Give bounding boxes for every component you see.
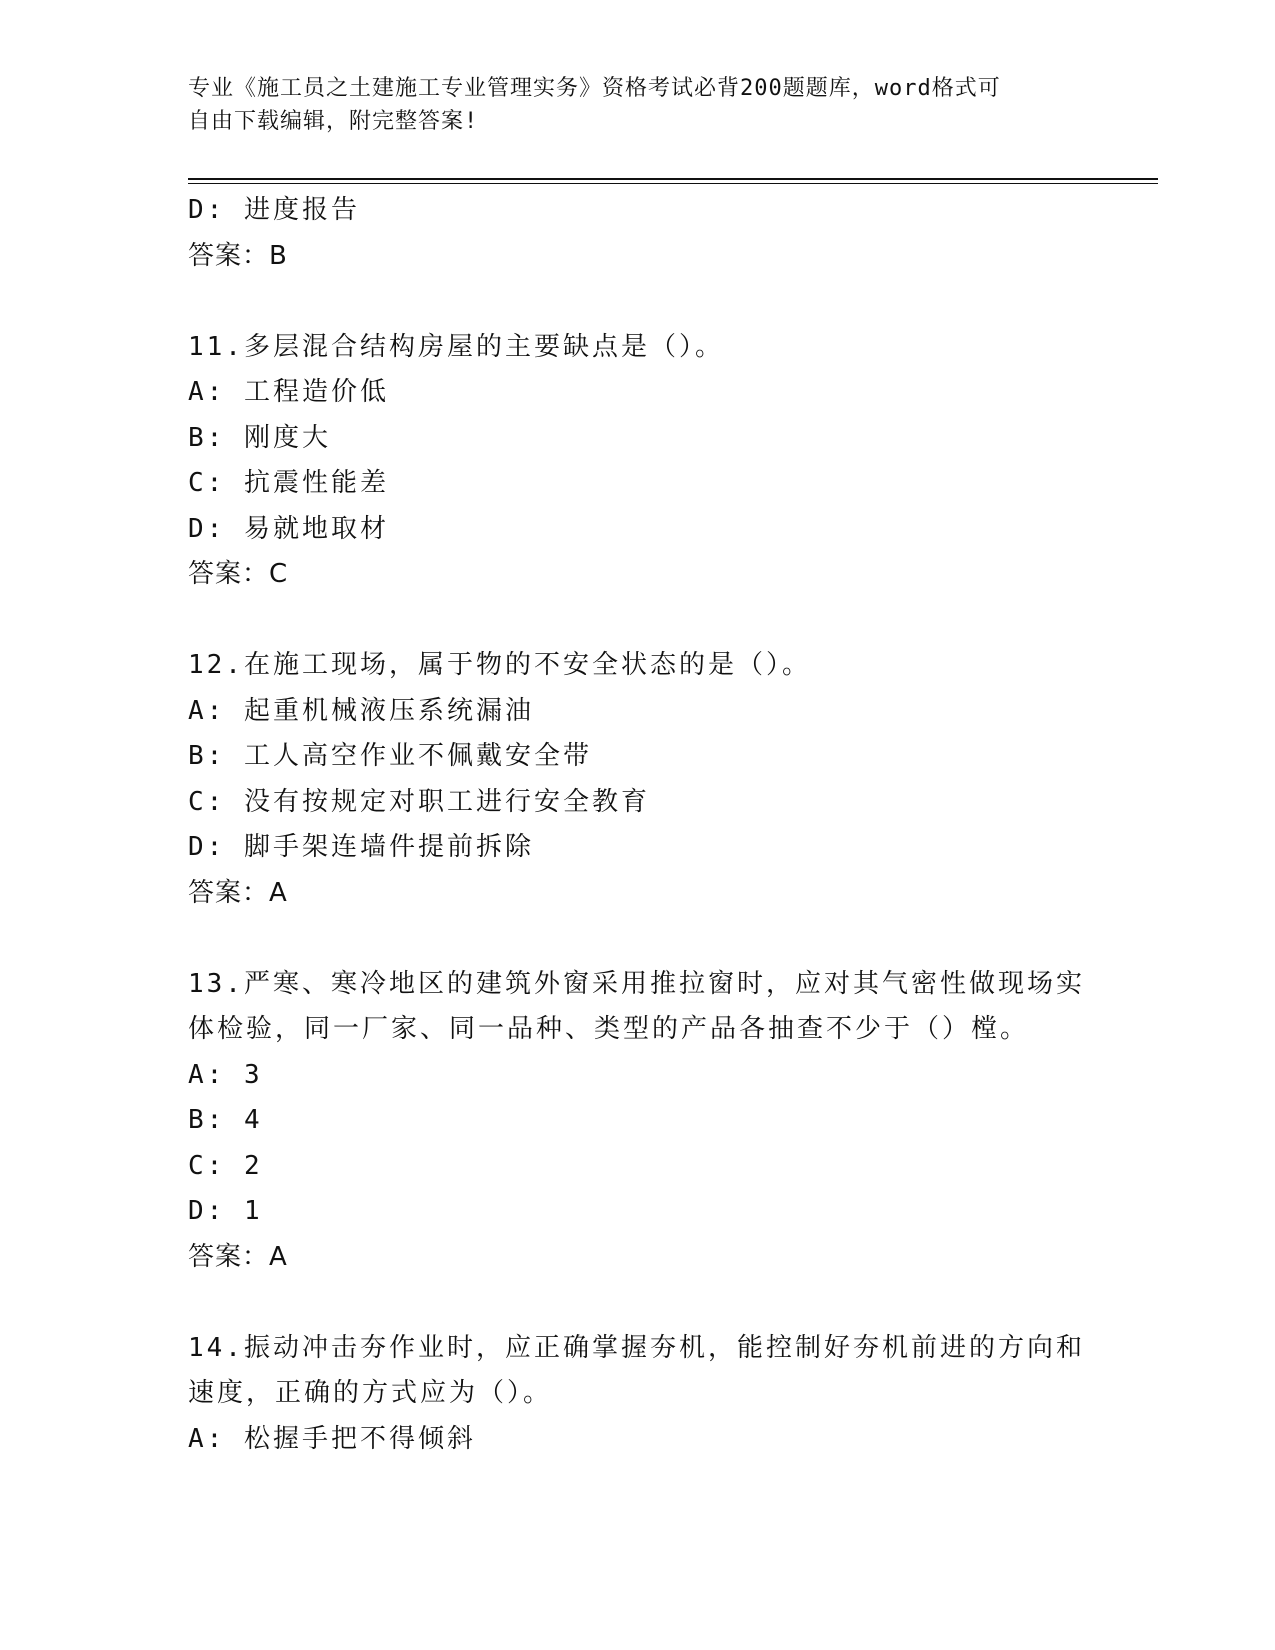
option-b: B: 4 — [188, 1105, 263, 1135]
option-c: C: 没有按规定对职工进行安全教育 — [188, 786, 650, 817]
question-block-13 — [188, 962, 1088, 1281]
carryover-option-d: D: 进度报告 — [188, 195, 360, 225]
option-b: B: 刚度大 — [188, 422, 331, 453]
header-line-1: 专业《施工员之土建施工专业管理实务》资格考试必背200题题库，word格式可 — [188, 76, 1001, 101]
option-a: A: 起重机械液压系统漏油 — [188, 695, 534, 726]
document-header — [188, 72, 1088, 138]
question-stem-line-1: 14.振动冲击夯作业时，应正确掌握夯机，能控制好夯机前进的方向和 — [188, 1332, 1085, 1363]
option-c: C: 2 — [188, 1150, 263, 1181]
option-b: B: 工人高空作业不佩戴安全带 — [188, 741, 592, 771]
header-divider-thick — [188, 178, 1158, 180]
question-block-12 — [188, 643, 1088, 916]
header-line-2: 自由下载编辑，附完整答案! — [188, 109, 479, 134]
answer-line: 答案：A — [188, 1241, 288, 1272]
spacer — [188, 598, 1088, 644]
option-d: D: 脚手架连墙件提前拆除 — [188, 832, 534, 862]
spacer — [188, 1280, 1088, 1326]
question-list — [188, 188, 1088, 1462]
question-stem: 12.在施工现场，属于物的不安全状态的是（）。 — [188, 650, 811, 680]
question-stem: 11.多层混合结构房屋的主要缺点是（）。 — [188, 331, 724, 362]
question-stem-line-2: 体检验，同一厂家、同一品种、类型的产品各抽查不少于（）樘。 — [188, 1014, 1030, 1044]
option-d: D: 1 — [188, 1196, 263, 1226]
spacer — [188, 279, 1088, 325]
question-stem-line-1: 13.严寒、寒冷地区的建筑外窗采用推拉窗时，应对其气密性做现场实 — [188, 968, 1085, 999]
question-block-14 — [188, 1326, 1088, 1463]
option-a: A: 3 — [188, 1059, 263, 1090]
spacer — [188, 916, 1088, 962]
option-a: A: 工程造价低 — [188, 377, 389, 407]
answer-line: 答案：C — [188, 559, 289, 589]
answer-line: 答案：A — [188, 877, 288, 908]
question-stem-line-2: 速度，正确的方式应为（）。 — [188, 1378, 553, 1408]
question-block-11 — [188, 325, 1088, 598]
option-d: D: 易就地取材 — [188, 513, 389, 544]
option-a: A: 松握手把不得倾斜 — [188, 1423, 476, 1454]
header-divider-thin — [188, 183, 1158, 184]
carryover-answer: 答案：B — [188, 240, 288, 271]
option-c: C: 抗震性能差 — [188, 468, 389, 498]
